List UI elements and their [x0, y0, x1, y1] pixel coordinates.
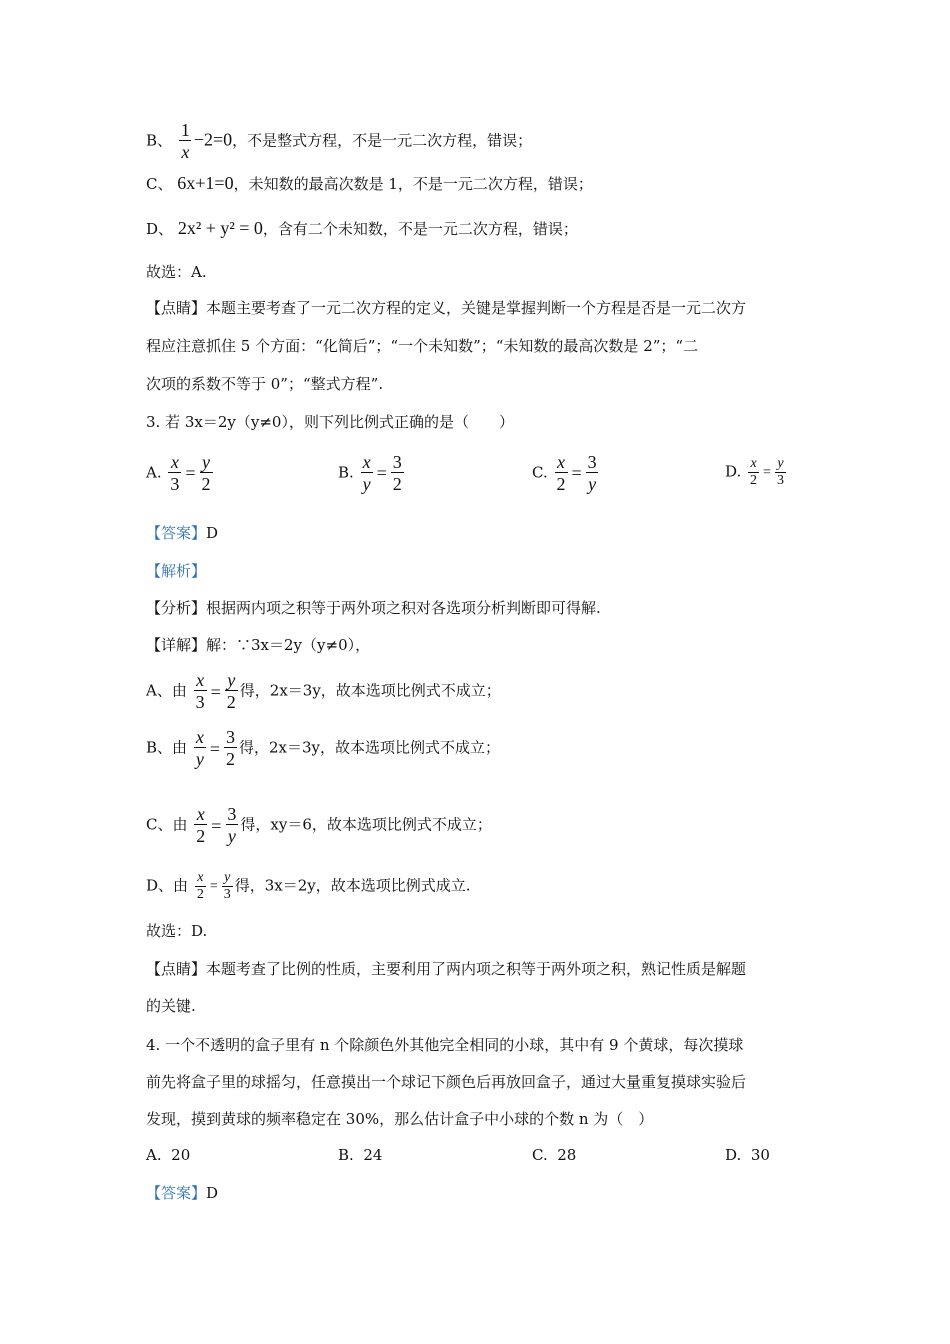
q4-answer-line	[146, 1183, 218, 1203]
q3-option-d: D. $\frac{x}{2}$ = $\frac{y}{3}$	[725, 456, 784, 488]
q3-dianjing-text1: 本题考查了比例的性质，主要利用了两内项之积等于两外项之积，熟记性质是解题	[206, 960, 747, 978]
q3-option-b-label: B.	[338, 463, 354, 482]
q3-a-num2: y	[202, 452, 211, 472]
q2-c-text: ，未知数的最高次数是 1，不是一元二次方程，错误；	[233, 175, 593, 193]
q4-answer-tag: 【答案】	[146, 1184, 207, 1202]
q4-option-a-label: A.	[146, 1146, 162, 1164]
q3-step-d-den2: 3	[223, 887, 231, 902]
q3-a-den1: 3	[170, 474, 180, 494]
q3-step-b-prefix: B、由	[146, 738, 188, 757]
q3-step-a-den1: 3	[195, 692, 205, 712]
q4-option-c-value: 28	[557, 1146, 577, 1164]
q3-fenxi-tag: 【分析】	[146, 599, 207, 617]
q3-d-num2: y	[777, 456, 784, 471]
q3-answer-tag: 【答案】	[146, 524, 207, 542]
q3-step-a-num2: y	[227, 670, 236, 690]
q2-b-text: ，不是整式方程，不是一元二次方程，错误；	[232, 131, 533, 150]
q2-dianjing-line3: 次项的系数不等于 0”；“整式方程”.	[146, 375, 384, 393]
q3-step-d-den1: 2	[196, 887, 204, 902]
q3-step-b-text: 得，2x＝3y，故本选项比例式不成立；	[238, 738, 500, 757]
q2-b-den: x	[181, 142, 190, 162]
q2-choose: 故选：A.	[146, 263, 207, 281]
q2-dianjing-text1: 本题主要考查了一元二次方程的定义，关键是掌握判断一个方程是否是一元二次方	[206, 299, 747, 317]
q3-xiangjie-text: 解：∵3x＝2y（y≠0），	[206, 636, 371, 654]
q2-c-prefix: C、	[146, 175, 173, 193]
q4-option-d-value: 30	[750, 1146, 770, 1164]
q3-step-c-num2: 3	[227, 804, 237, 824]
q3-answer-line	[146, 523, 218, 543]
q3-step-d: D、由 $\frac{x}{2}$ = $\frac{y}{3}$ 得，3x＝2y，故本选项比例式成立.	[146, 870, 471, 902]
q2-option-d-line	[146, 218, 578, 239]
q2-dianjing-line2: 程应注意抓住 5 个方面：“化简后”；“一个未知数”；“未知数的最高次数是 2”；“二	[146, 337, 699, 355]
q3-step-b-num1: x	[195, 727, 204, 747]
q3-b-num1: x	[362, 452, 371, 472]
q3-step-a: A、由 $\frac{x}{3}$ = $\frac{y}{2}$ 得，2x＝3y，故本选项比例式不成立；	[146, 670, 501, 712]
q3-c-den2: y	[588, 474, 597, 494]
q3-dianjing-tag: 【点睛】	[146, 960, 207, 978]
q3-choose: 故选：D.	[146, 922, 208, 940]
q3-step-b-num2: 3	[225, 727, 235, 747]
q3-xiangjie-line	[146, 635, 370, 655]
q3-b-den2: 2	[392, 474, 402, 494]
q2-b-prefix: B、	[146, 131, 173, 150]
q3-step-b: B、由 $\frac{x}{y}$ = $\frac{3}{2}$ 得，2x＝3y，故本选项比例式不成立；	[146, 727, 500, 769]
q2-d-text: ，含有二个未知数，不是一元二次方程，错误；	[262, 220, 578, 238]
q2-b-rest: −2=0	[193, 129, 233, 150]
q3-step-c-prefix: C、由	[146, 815, 188, 834]
q3-b-den1: y	[362, 474, 371, 494]
q3-step-d-num1: x	[197, 870, 204, 885]
q4-stem-line1: 4. 一个不透明的盒子里有 n 个除颜色外其他完全相同的小球，其中有 9 个黄球，每次摸球	[146, 1036, 744, 1054]
q3-a-den2: 2	[201, 474, 211, 494]
q2-dianjing-line1	[146, 298, 746, 318]
q3-step-c-den1: 2	[196, 826, 206, 846]
q3-answer: D	[206, 524, 219, 542]
q3-d-den1: 2	[750, 473, 758, 488]
q3-option-c-label: C.	[532, 463, 548, 482]
q3-d-den2: 3	[776, 473, 784, 488]
q2-d-prefix: D、	[146, 220, 174, 238]
q2-b-num: 1	[180, 120, 190, 140]
q3-step-a-den2: 2	[226, 692, 236, 712]
q4-option-b-label: B.	[338, 1146, 354, 1164]
q3-option-d-label: D.	[725, 462, 742, 481]
q3-step-c-den2: y	[227, 826, 236, 846]
q3-b-num2: 3	[392, 452, 402, 472]
q3-step-c: C、由 $\frac{x}{2}$ = $\frac{3}{y}$ 得，xy＝6，故本选项比例式不成立；	[146, 804, 492, 846]
q3-a-num1: x	[170, 452, 179, 472]
q2-option-c-line	[146, 173, 593, 194]
q3-dianjing-line1	[146, 959, 746, 979]
q4-option-a	[146, 1146, 190, 1164]
q2-b-fraction	[179, 120, 192, 163]
q4-option-c-label: C.	[532, 1146, 548, 1164]
q3-step-d-prefix: D、由	[146, 876, 189, 895]
q4-option-b	[338, 1146, 382, 1164]
q3-step-c-num1: x	[196, 804, 205, 824]
q3-c-num1: x	[557, 452, 565, 472]
q3-step-d-num2: y	[224, 870, 231, 885]
q3-step-a-prefix: A、由	[146, 681, 187, 700]
q3-step-b-den1: y	[195, 749, 204, 769]
q3-option-a: A. $\frac{x}{3}$ = $\frac{y}{2}$	[146, 452, 211, 494]
q4-stem-line3: 发现，摸到黄球的频率稳定在 30%，那么估计盒子中小球的个数 n 为（ ）	[146, 1110, 654, 1128]
q3-step-a-num1: x	[196, 670, 205, 690]
q2-dianjing-tag: 【点睛】	[146, 299, 207, 317]
q4-option-c	[532, 1146, 576, 1164]
q3-option-a-label: A.	[146, 463, 162, 482]
q3-step-d-text: 得，3x＝2y，故本选项比例式成立.	[234, 876, 471, 895]
q3-option-b: B. $\frac{x}{y}$ = $\frac{3}{2}$	[338, 452, 402, 494]
q4-option-d-label: D.	[725, 1146, 742, 1164]
q3-step-a-text: 得，2x＝3y，故本选项比例式不成立；	[239, 681, 501, 700]
q4-option-a-value: 20	[171, 1146, 191, 1164]
q3-c-num2: 3	[587, 452, 597, 472]
q3-xiangjie-tag: 【详解】	[146, 636, 207, 654]
q2-option-b-line	[146, 120, 532, 163]
q3-dianjing-line2: 的关键.	[146, 997, 196, 1015]
q3-fenxi-text: 根据两内项之积等于两外项之积对各选项分析判断即可得解.	[206, 599, 601, 617]
q2-c-expr: 6x+1=0	[177, 173, 234, 193]
q4-stem-line2: 前先将盒子里的球摇匀，任意摸出一个球记下颜色后再放回盒子，通过大量重复摸球实验后	[146, 1073, 747, 1091]
q3-step-b-den2: 2	[225, 749, 235, 769]
q4-answer: D	[206, 1184, 219, 1202]
q2-d-expr: 2x² + y² = 0	[177, 218, 263, 238]
q4-option-b-value: 24	[363, 1146, 383, 1164]
q3-option-c: C. $\frac{x}{2}$ = $\frac{3}{y}$	[532, 452, 597, 494]
q3-step-c-text: 得，xy＝6，故本选项比例式不成立；	[240, 815, 492, 834]
q3-c-den1: 2	[556, 474, 566, 494]
q4-option-d	[725, 1146, 770, 1164]
q3-analysis-tag: 【解析】	[146, 562, 207, 580]
q3-stem: 3. 若 3x＝2y（y≠0），则下列比例式正确的是（ ）	[146, 413, 514, 431]
q3-d-num1: x	[750, 456, 757, 471]
q3-fenxi-line	[146, 598, 601, 618]
